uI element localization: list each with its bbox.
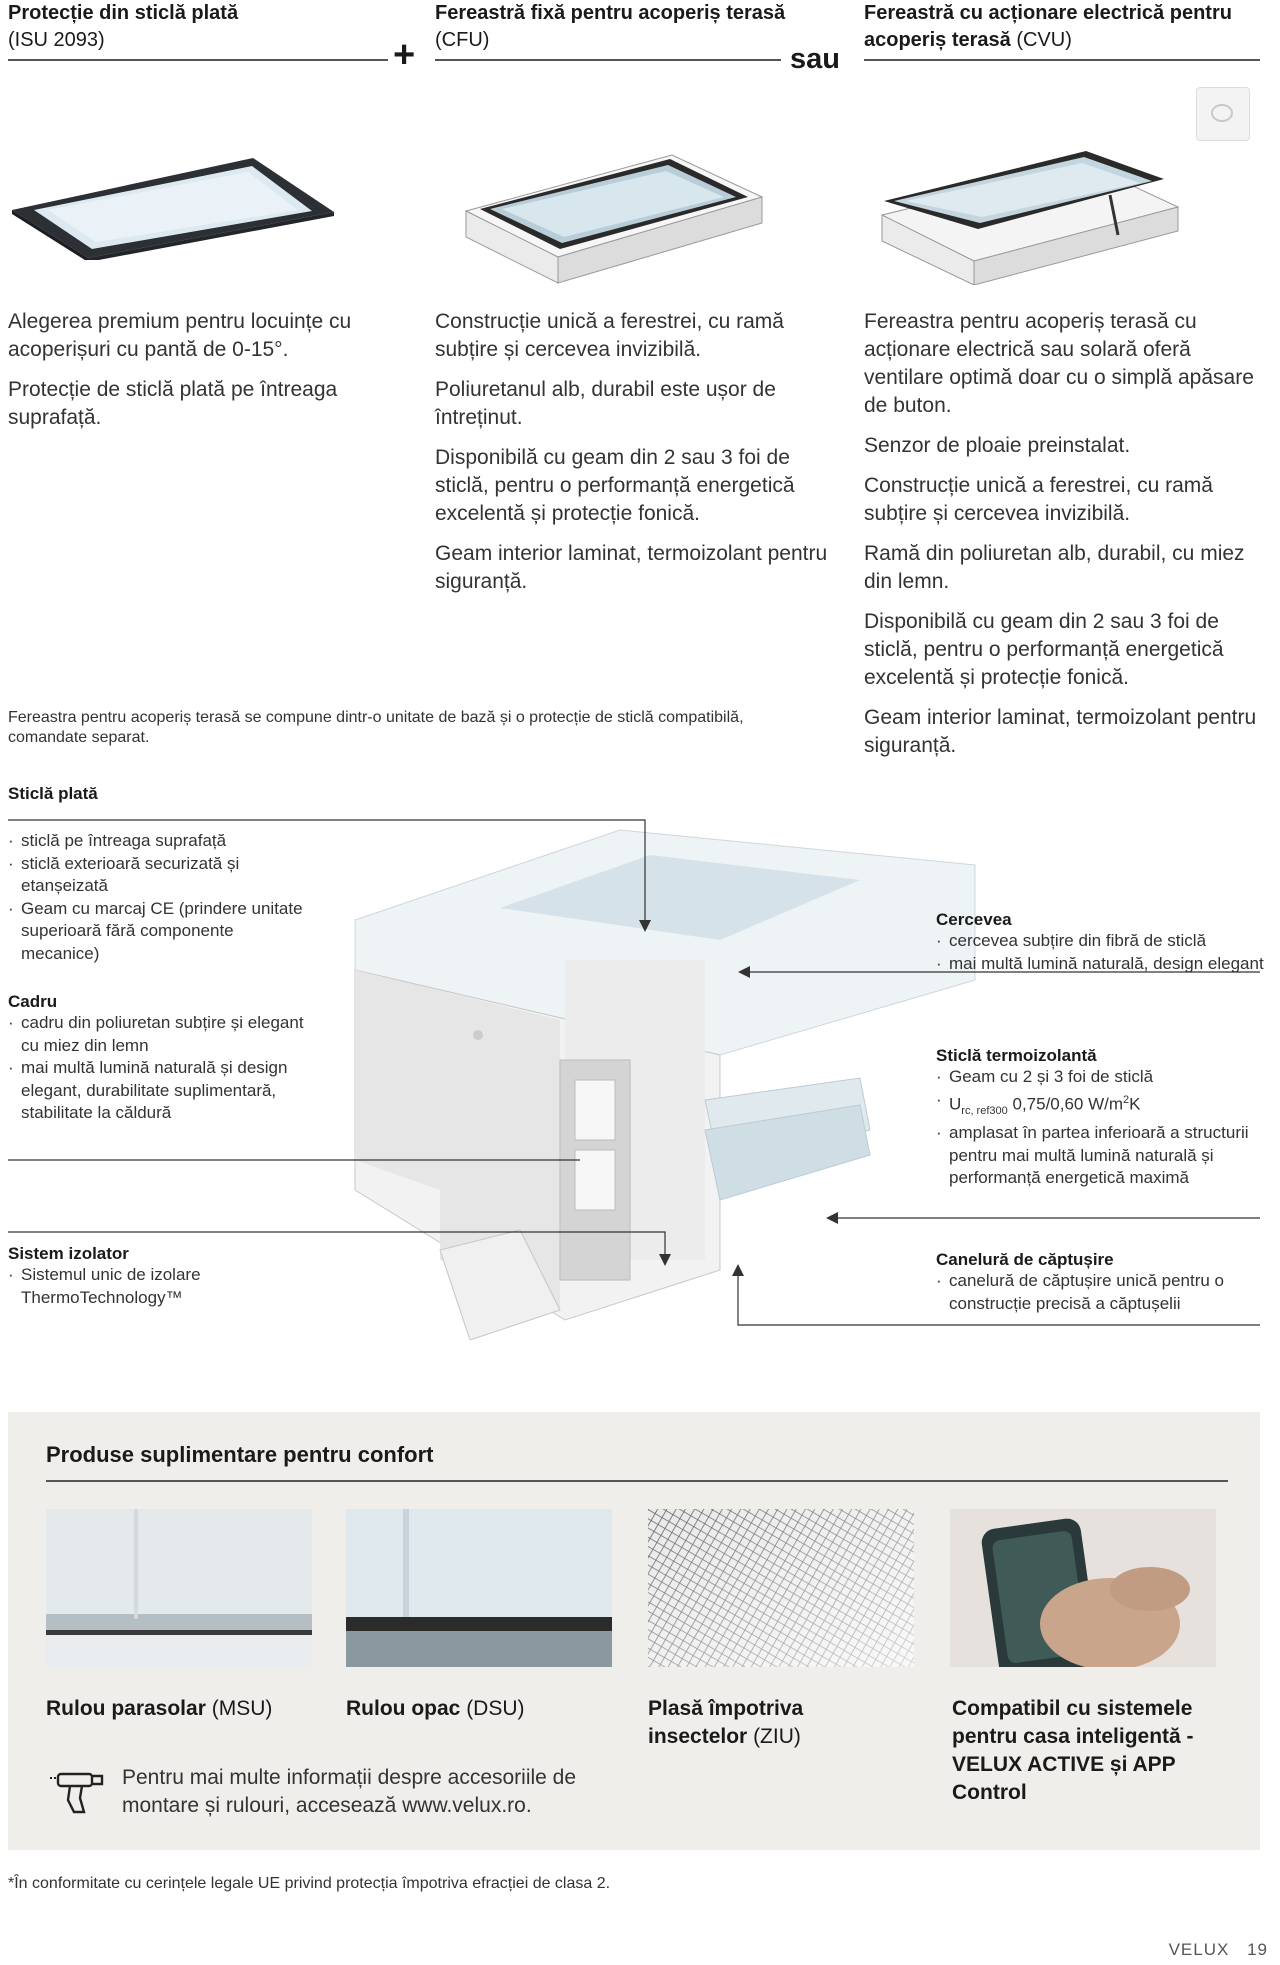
accessory-name-smart-home: Compatibil cu sistemele pentru casa inteligentă - VELUX ACTIVE și APP Control (952, 1697, 1194, 1804)
drill-icon (48, 1768, 106, 1816)
electric-window-image (878, 145, 1198, 285)
description-paragraph: Disponibilă cu geam din 2 sau 3 foi de sticlă, pentru o performanță energetică excelentă și protecție fonică. (435, 446, 795, 525)
label-flat-glass (8, 784, 308, 965)
insect-screen-image (648, 1509, 914, 1667)
label-lining-groove (936, 1250, 1266, 1315)
accessories-title: Produse suplimentare pentru confort (46, 1442, 434, 1467)
label-item: · amplasat în partea inferioară a structurii pentru mai multă lumină naturală și performanță energetică maximă (936, 1122, 1266, 1190)
plus-connector: + (393, 34, 416, 76)
accessory-name-sun-blind: Rulou parasolar (MSU) (46, 1697, 273, 1720)
accessories-panel (8, 1412, 1260, 1850)
product-column-1 (8, 0, 408, 54)
divider-3 (864, 59, 1260, 61)
u-value: 0,75/0,60 W/m (1012, 1094, 1124, 1114)
description-paragraph: Alegerea premium pentru locuințe cu acoperișuri cu pantă de 0-15°. (8, 310, 352, 361)
label-title: Cercevea (936, 910, 1012, 929)
label-sash (936, 910, 1266, 975)
product-description-1 (8, 308, 388, 444)
fixed-window-image (462, 145, 772, 285)
label-item: · Sistemul unic de izolare ThermoTechnology™ (8, 1264, 308, 1309)
brand-name: VELUX (1168, 1940, 1230, 1959)
description-paragraph: Geam interior laminat, termoizolant pentru siguranță. (864, 706, 1257, 757)
label-item-u-value (936, 1089, 1266, 1123)
accessory-name-insect-screen: Plasă împotriva insectelor (ZIU) (648, 1697, 804, 1748)
u-superscript: 2 (1123, 1093, 1130, 1106)
product-title-3: Fereastră cu acționare electrică pentru acoperiș terasă (CVU) (864, 2, 1232, 51)
blackout-blind-image (346, 1509, 612, 1667)
label-item: · cercevea subțire din fibră de sticlă (936, 930, 1266, 953)
label-item: · mai multă lumină naturală, design elegant (936, 953, 1266, 976)
description-paragraph: Ramă din poliuretan alb, durabil, cu miez din lemn. (864, 542, 1245, 593)
flat-glass-cover-image (8, 150, 338, 260)
controller-button-icon (1211, 104, 1233, 122)
label-item: · mai multă lumină naturală și design elegant, durabilitate suplimentară, stabilitate la căldură (8, 1057, 308, 1125)
product-title-1: Protecție din sticlă plată (ISU 2093) (8, 2, 239, 51)
sun-blind-image (46, 1509, 312, 1667)
product-description-3 (864, 308, 1260, 772)
product-description-2 (435, 308, 837, 608)
product-column-3 (864, 0, 1264, 54)
label-item: · sticlă exterioară securizată și etanșeizată (8, 853, 308, 898)
label-item: · sticlă pe întreaga suprafață (8, 830, 308, 853)
label-item: · Geam cu 2 și 3 foi de sticlă (936, 1066, 1266, 1089)
composition-note: Fereastra pentru acoperiș terasă se compune dintr-o unitate de bază și o protecție de sticlă compatibilă, comandate separat. (8, 709, 744, 746)
label-glazing (936, 1046, 1266, 1190)
label-frame (8, 992, 308, 1125)
accessory-name-blackout-blind: Rulou opac (DSU) (346, 1697, 525, 1720)
label-item: · canelură de căptușire unică pentru o construcție precisă a căptușelii (936, 1270, 1266, 1315)
divider-1 (8, 59, 388, 61)
page-number: 19 (1247, 1940, 1268, 1959)
label-title: Cadru (8, 992, 58, 1011)
product-column-2 (435, 0, 795, 54)
description-paragraph: Construcție unică a ferestrei, cu ramă subțire și cercevea invizibilă. (864, 474, 1213, 525)
description-paragraph: Protecție de sticlă plată pe întreaga suprafață. (8, 378, 338, 429)
description-paragraph: Geam interior laminat, termoizolant pentru siguranță. (435, 542, 828, 593)
u-unit: K (1129, 1094, 1141, 1114)
label-title: Canelură de căptușire (936, 1250, 1114, 1269)
product-title-2: Fereastră fixă pentru acoperiș terasă (CFU) (435, 2, 786, 51)
or-connector: sau (790, 43, 840, 75)
label-title: Sticlă plată (8, 784, 98, 803)
legal-footnote: *În conformitate cu cerințele legale UE privind protecția împotriva efracției de clasa 2. (8, 1875, 611, 1892)
label-item: · cadru din poliuretan subțire și elegant cu miez din lemn (8, 1012, 308, 1057)
label-insulation (8, 1244, 308, 1309)
accessories-divider (46, 1480, 1228, 1482)
description-paragraph: Construcție unică a ferestrei, cu ramă subțire și cercevea invizibilă. (435, 310, 784, 361)
rain-sensor-controller (1196, 87, 1250, 141)
u-letter: U (949, 1094, 962, 1114)
label-title: Sistem izolator (8, 1244, 129, 1263)
label-item: · Geam cu marcaj CE (prindere unitate superioară fără componente mecanice) (8, 898, 308, 966)
divider-2 (435, 59, 781, 61)
smart-home-app-image (950, 1509, 1216, 1667)
description-paragraph: Disponibilă cu geam din 2 sau 3 foi de sticlă, pentru o performanță energetică excelentă și protecție fonică. (864, 610, 1224, 689)
description-paragraph: Poliuretanul alb, durabil este ușor de întreținut. (435, 378, 776, 429)
accessories-info-text: Pentru mai multe informații despre accesoriile de montare și rulouri, accesează www.velux.ro. (122, 1766, 577, 1817)
description-paragraph: Senzor de ploaie preinstalat. (864, 434, 1131, 457)
page-footer (1169, 1940, 1268, 1960)
description-paragraph: Fereastra pentru acoperiș terasă cu acționare electrică sau solară oferă ventilare optimă doar cu o simplă apăsare de buton. (864, 310, 1254, 417)
label-title: Sticlă termoizolantă (936, 1046, 1097, 1065)
u-subscript: rc, ref300 (961, 1104, 1008, 1117)
